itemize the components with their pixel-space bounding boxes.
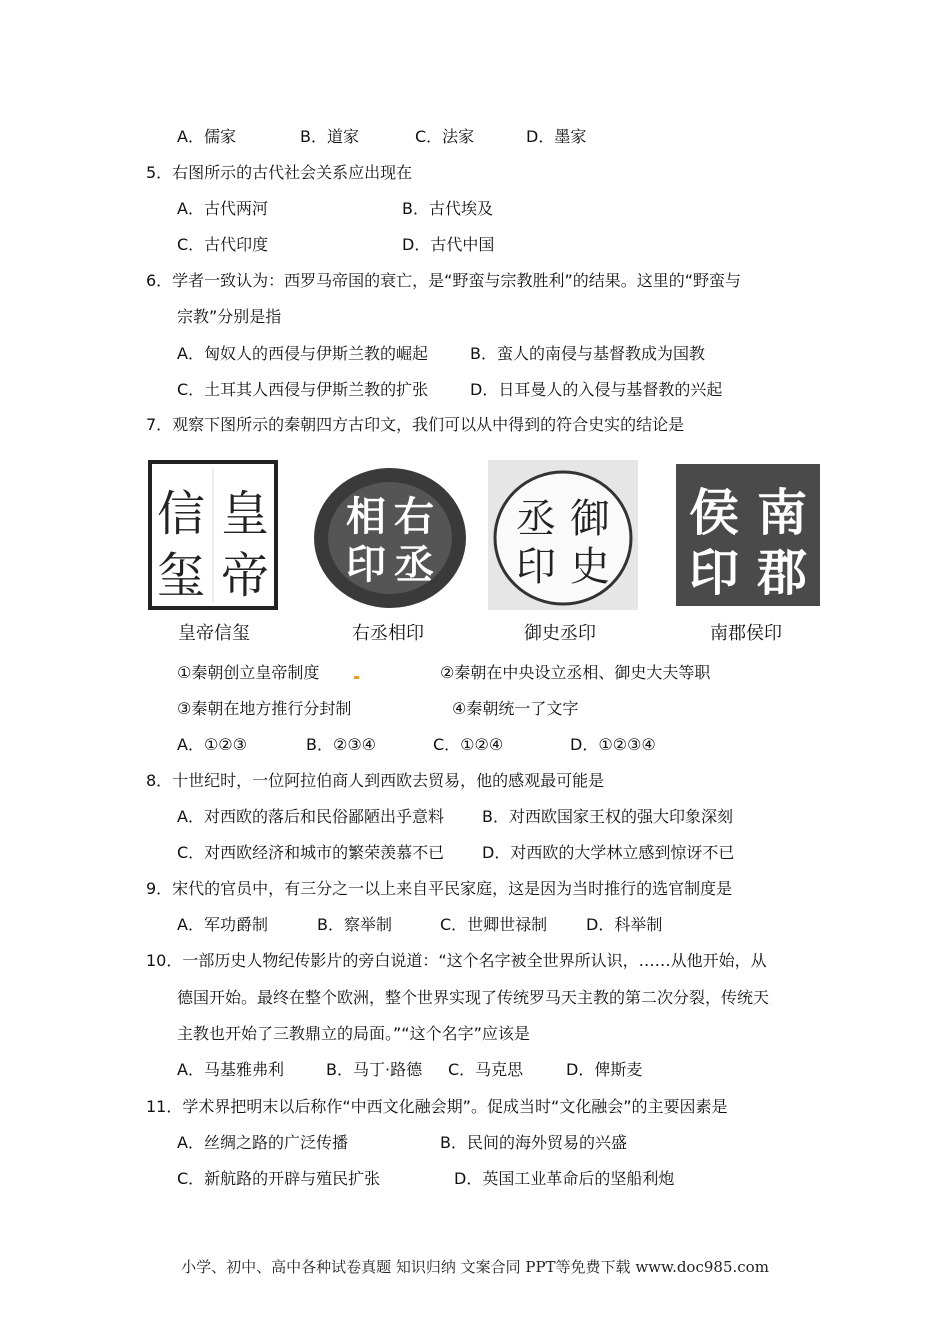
seal-1-char-2: 帝 [220, 548, 270, 604]
seal-2-char-1: 右 [394, 493, 434, 540]
q9-option-c: C．世卿世禄制 [440, 915, 548, 934]
seal-image-2 [308, 460, 468, 610]
q5-option-d: D．古代中国 [402, 235, 495, 254]
q4-option-a: A．儒家 [177, 127, 236, 146]
q6-stem-line1: 6．学者一致认为：西罗马帝国的衰亡，是“野蛮与宗教胜利”的结果。这里的“野蛮与 [146, 271, 742, 290]
q7-statement-1: ①秦朝创立皇帝制度 [177, 663, 320, 682]
seal-1-char-1: 皇 [220, 486, 270, 542]
q11-option-c: C．新航路的开辟与殖民扩张 [177, 1169, 381, 1188]
q8-option-b: B．对西欧国家王权的强大印象深刻 [482, 807, 733, 826]
q10-stem-line2: 德国开始。最终在整个欧洲，整个世界实现了传统罗马天主教的第二次分裂，传统天 [177, 988, 770, 1007]
q10-option-c: C．马克思 [448, 1060, 524, 1079]
highlight-mark [354, 676, 359, 679]
seal-4-char-1: 南 [757, 483, 807, 542]
seal-4-char-4: 印 [689, 543, 739, 602]
seal-4-char-2: 郡 [757, 543, 807, 602]
seal-3-char-2: 史 [570, 544, 610, 590]
q11-option-b: B．民间的海外贸易的兴盛 [440, 1133, 627, 1152]
q8-stem: 8．十世纪时，一位阿拉伯商人到西欧去贸易，他的感观最可能是 [146, 771, 605, 790]
q6-stem-line2: 宗教”分别是指 [177, 307, 282, 326]
seal-3-char-4: 印 [516, 544, 556, 590]
q6-option-d: D．日耳曼人的入侵与基督教的兴起 [470, 380, 723, 399]
q8-option-c: C．对西欧经济和城市的繁荣羡慕不已 [177, 843, 445, 862]
q6-option-c: C．土耳其人西侵与伊斯兰教的扩张 [177, 380, 429, 399]
q10-stem-line3: 主教也开始了三教鼎立的局面。”“这个名字”应该是 [177, 1024, 530, 1043]
q9-stem: 9．宋代的官员中，有三分之一以上来自平民家庭，这是因为当时推行的选官制度是 [146, 879, 733, 898]
q8-option-d: D．对西欧的大学林立感到惊讶不已 [482, 843, 735, 862]
seal-image-4 [672, 460, 824, 610]
q9-option-a: A．军功爵制 [177, 915, 268, 934]
seal-2-char-3: 相 [346, 493, 386, 540]
q11-option-a: A．丝绸之路的广泛传播 [177, 1133, 348, 1152]
q10-option-d: D．俾斯麦 [566, 1060, 643, 1079]
q11-stem: 11．学术界把明末以后称作“中西文化融会期”。促成当时“文化融会”的主要因素是 [146, 1097, 728, 1116]
seal-image-3 [488, 460, 638, 610]
q7-statement-4: ④秦朝统一了文字 [452, 699, 579, 718]
seal-1-char-4: 玺 [156, 548, 206, 604]
q6-option-b: B．蛮人的南侵与基督教成为国教 [470, 344, 705, 363]
q4-option-d: D．墨家 [526, 127, 587, 146]
q4-option-b: B．道家 [300, 127, 359, 146]
q7-option-a: A．①②③ [177, 735, 247, 754]
q7-stem: 7．观察下图所示的秦朝四方古印文，我们可以从中得到的符合史实的结论是 [146, 415, 685, 434]
q9-option-b: B．察举制 [317, 915, 392, 934]
q10-option-b: B．马丁·路德 [326, 1060, 423, 1079]
page-footer: 小学、初中、高中各种试卷真题 知识归纳 文案合同 PPT等免费下载 www.doc985.com [181, 1258, 769, 1276]
seal-caption-2: 右丞相印 [352, 623, 424, 644]
q7-statement-3: ③秦朝在地方推行分封制 [177, 699, 352, 718]
seal-2-char-2: 丞 [394, 541, 434, 588]
q9-option-d: D．科举制 [586, 915, 663, 934]
q10-option-a: A．马基雅弗利 [177, 1060, 284, 1079]
seal-3-char-3: 丞 [516, 496, 556, 542]
seal-2-char-4: 印 [346, 541, 386, 588]
q7-option-c: C．①②④ [433, 735, 504, 754]
seal-caption-4: 南郡侯印 [710, 623, 782, 644]
q7-option-b: B．②③④ [306, 735, 377, 754]
q5-option-c: C．古代印度 [177, 235, 269, 254]
seal-caption-1: 皇帝信玺 [178, 623, 250, 644]
seal-4-char-3: 侯 [689, 483, 739, 542]
q4-option-c: C．法家 [415, 127, 475, 146]
q5-stem: 5．右图所示的古代社会关系应出现在 [146, 163, 413, 182]
q11-option-d: D．英国工业革命后的坚船利炮 [454, 1169, 675, 1188]
q5-option-a: A．古代两河 [177, 199, 268, 218]
q5-option-b: B．古代埃及 [402, 199, 493, 218]
seal-caption-3: 御史丞印 [524, 623, 596, 644]
seal-image-1 [148, 460, 278, 610]
seal-1-char-3: 信 [156, 486, 206, 542]
q10-stem-line1: 10．一部历史人物纪传影片的旁白说道：“这个名字被全世界所认识，……从他开始，从 [146, 951, 767, 970]
q7-statement-2: ②秦朝在中央设立丞相、御史大夫等职 [440, 663, 711, 682]
q6-option-a: A．匈奴人的西侵与伊斯兰教的崛起 [177, 344, 428, 363]
seal-3-char-1: 御 [570, 496, 610, 542]
q8-option-a: A．对西欧的落后和民俗鄙陋出乎意料 [177, 807, 444, 826]
q7-option-d: D．①②③④ [570, 735, 656, 754]
